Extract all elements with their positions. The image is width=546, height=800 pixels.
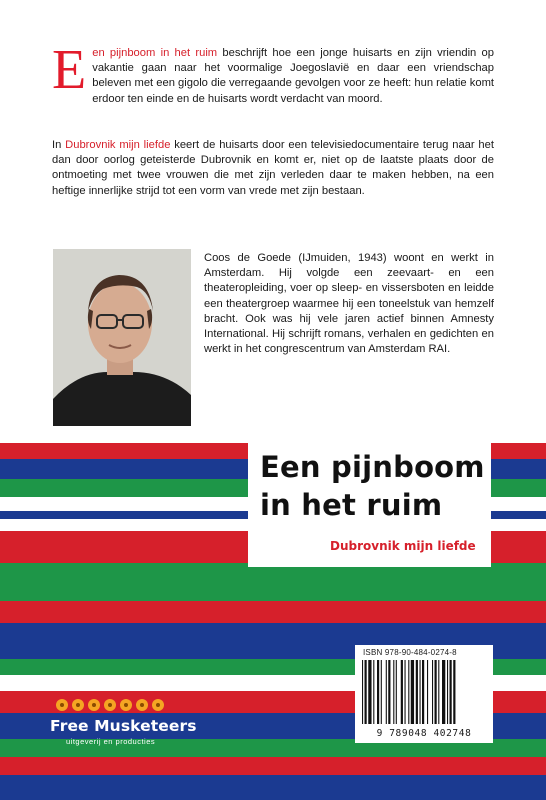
drop-cap: E <box>52 39 87 101</box>
isbn-digits: 9 789048 402748 <box>376 728 472 739</box>
barcode-icon <box>360 660 488 726</box>
blurb-lead: In <box>52 139 66 151</box>
publisher-name: Free Musketeers <box>50 717 197 735</box>
blurb-paragraph-2 <box>52 138 494 199</box>
publisher-tagline: uitgeverij en producties <box>66 737 156 746</box>
book-title-line-1: Een pijnboom <box>260 450 485 484</box>
isbn-label: ISBN 978-90-484-0274-8 <box>363 648 457 657</box>
book-title-highlight: en pijnboom in het ruim <box>92 47 218 59</box>
book-subtitle: Dubrovnik mijn liefde <box>330 539 476 553</box>
sequel-title-highlight: Dubrovnik mijn liefde <box>65 139 171 151</box>
author-portrait-image <box>53 249 191 426</box>
author-photo <box>53 249 191 426</box>
blurb-paragraph-1 <box>52 39 494 107</box>
blurb-text-1: beschrijft hoe een jonge huisarts en zijn vriendin op vakantie gaan naar het voormalige Joegoslavië en daar een vriendschap beleven met een gigolo die verregaande gevolgen voor ze heeft: hun relatie komt erdoor ten einde en de huisarts wordt verdacht van moord. <box>92 47 494 105</box>
book-title <box>260 448 485 524</box>
author-bio: Coos de Goede (IJmuiden, 1943) woont en werkt in Amsterdam. Hij volgde een zeevaart- en een theateropleiding, voer op sleep- en vissersboten en leidde een theatergroep waarmee hij een toneelstuk van hemzelf bracht. Ook was hij vele jaren actief binnen Amnesty International. Hij schrijft romans, verhalen en gedichten en werkt in het congrescentrum van Amsterdam RAI. <box>204 252 494 356</box>
blurb-text-2: keert de huisarts door een televisiedocumentaire terug naar het dan door oorlog geteisterde Dubrovnik en komt er, niet op de laatste plaats door de ontmoeting met twee vrouwen die met zijn verleden daar te maken hebben, na een heftige innerlijke strijd tot een vorm van vrede met zijn bestaan. <box>52 139 494 197</box>
book-title-line-2: in het ruim <box>260 488 443 522</box>
